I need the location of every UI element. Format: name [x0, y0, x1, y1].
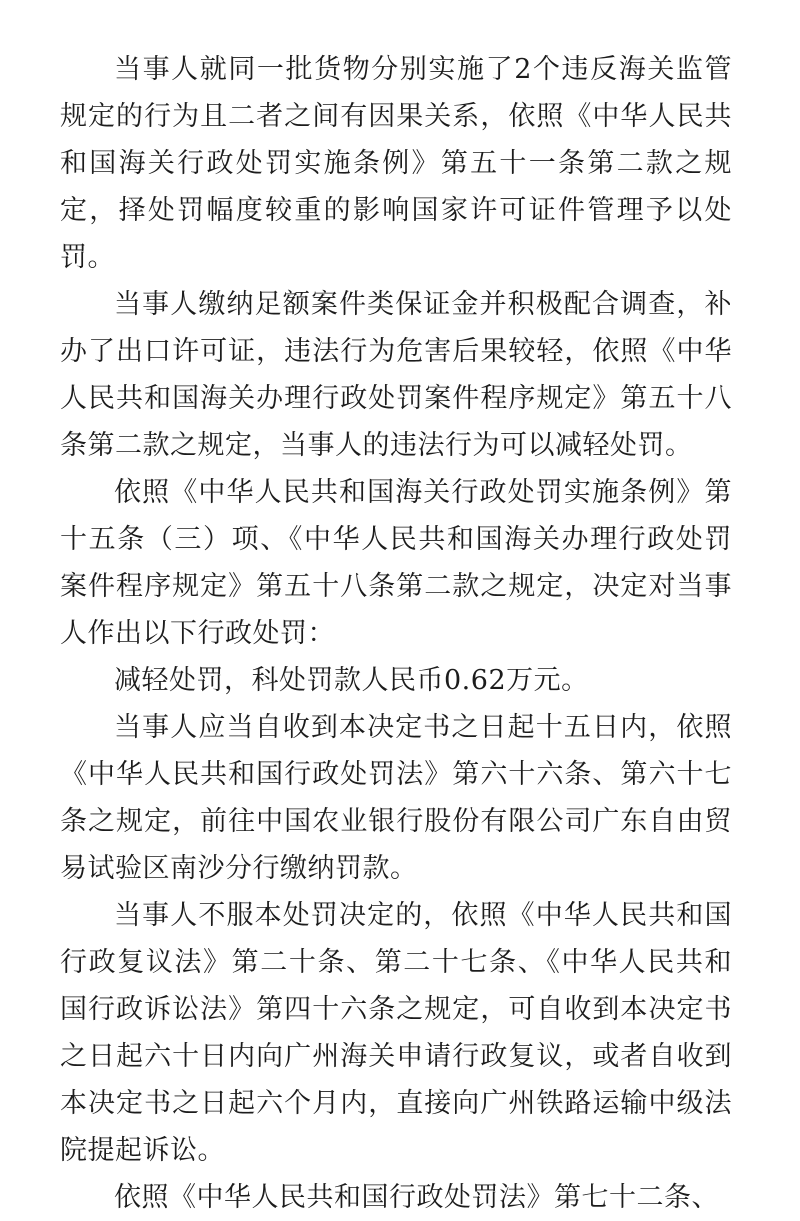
paragraph-penalty-basis: 当事人就同一批货物分别实施了2个违反海关监管规定的行为且二者之间有因果关系，依照《中华人民共和国海关行政处罚实施条例》第五十一条第二款之规定，择处罚幅度较重的影响国家许可证件管理予以处罚。 [60, 54, 732, 273]
paragraph-payment: 当事人应当自收到本决定书之日起十五日内，依照《中华人民共和国行政处罚法》第六十六条、第六十七条之规定，前往中国农业银行股份有限公司广东自由贸易试验区南沙分行缴纳罚款。 [60, 712, 732, 884]
paragraph-decision: 依照《中华人民共和国海关行政处罚实施条例》第十五条（三）项、《中华人民共和国海关办理行政处罚案件程序规定》第五十八条第二款之规定，决定对当事人作出以下行政处罚： [60, 477, 732, 649]
paragraph-fine-amount: 减轻处罚，科处罚款人民币0.62万元。 [114, 665, 589, 696]
paragraph-mitigation: 当事人缴纳足额案件类保证金并积极配合调查，补办了出口许可证，违法行为危害后果较轻，依照《中华人民共和国海关办理行政处罚案件程序规定》第五十八条第二款之规定，当事人的违法行为可以减轻处罚。 [60, 289, 732, 461]
document-body [60, 46, 732, 1221]
paragraph-appeal-rights: 当事人不服本处罚决定的，依照《中华人民共和国行政复议法》第二十条、第二十七条、《中华人民共和国行政诉讼法》第四十六条之规定，可自收到本决定书之日起六十日内向广州海关申请行政复议，或者自收到本决定书之日起六个月内，直接向广州铁路运输中级法院提起诉讼。 [60, 900, 732, 1166]
paragraph-enforcement: 依照《中华人民共和国行政处罚法》第七十二条、 [114, 1182, 719, 1213]
